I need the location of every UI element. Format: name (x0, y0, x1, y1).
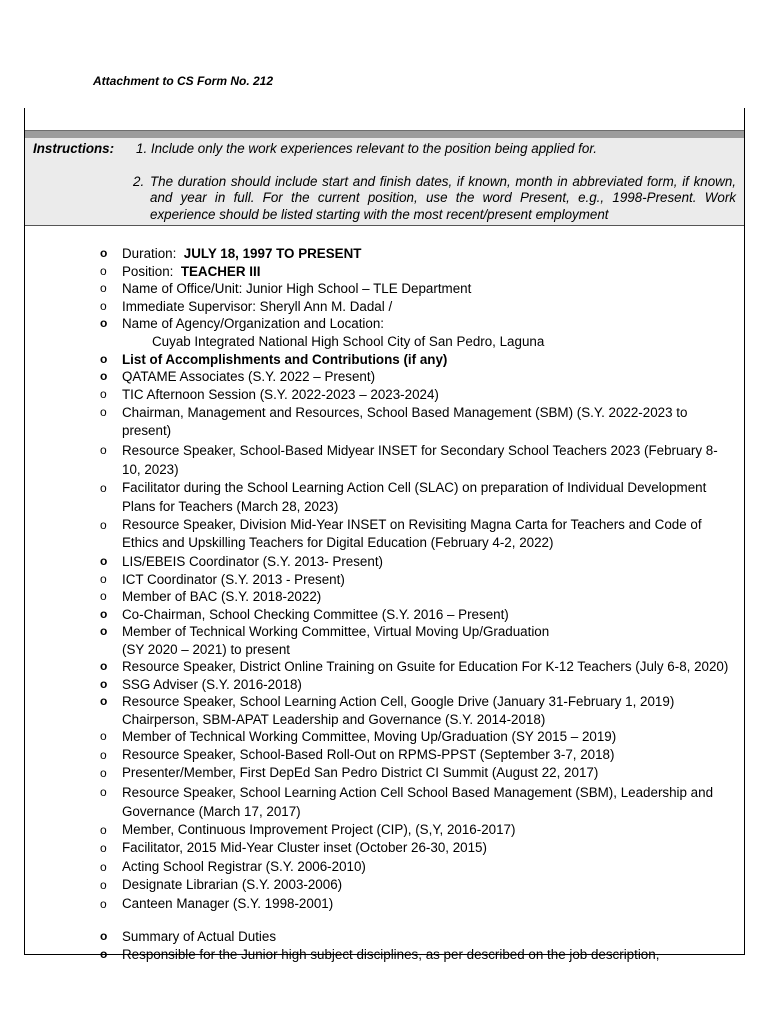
bullet-icon: o (100, 589, 107, 603)
list-item (25, 441, 744, 479)
supervisor-text: Immediate Supervisor: Sheryll Ann M. Dadal / (122, 298, 393, 314)
list-item-office (25, 280, 744, 298)
bullet-icon: o (100, 298, 107, 313)
attachment-heading: Attachment to CS Form No. 212 (93, 74, 274, 88)
list-item-duration (25, 245, 744, 263)
bullet-icon: o (100, 929, 108, 943)
list-item (25, 553, 744, 571)
agency-value: Cuyab Integrated National High School City of San Pedro, Laguna (152, 333, 545, 349)
accomplishment-text: Member of Technical Working Committee, Virtual Moving Up/Graduation (122, 624, 550, 639)
accomplishment-text: Resource Speaker, School-Based Roll-Out on RPMS-PPST (September 3-7, 2018) (122, 746, 615, 762)
accomplishment-text: Resource Speaker, School Learning Action Cell, Google Drive (January 31-February 1, 2019) Chairperson, SBM-APAT Leadership and Governance (S.Y. 2014-2018) (122, 694, 675, 727)
bullet-icon: o (100, 281, 107, 295)
accomplishment-text: Chairman, Management and Resources, School Based Management (SBM) (S.Y. 2022-2023 to present) (122, 405, 688, 438)
bullet-icon: o (100, 554, 108, 568)
list-item (25, 728, 744, 746)
office-text: Name of Office/Unit: Junior High School – TLE Department (122, 281, 472, 296)
list-item-supervisor (25, 298, 744, 316)
accomplishment-text: TIC Afternoon Session (S.Y. 2022-2023 – 2023-2024) (122, 386, 439, 402)
bullet-icon: o (100, 946, 108, 961)
accomplishment-text: Member of BAC (S.Y. 2018-2022) (122, 589, 322, 604)
instruction-item-1: 1. Include only the work experiences relevant to the position being applied for. (136, 141, 598, 156)
bullet-icon: o (100, 405, 107, 419)
accomplishment-text: Acting School Registrar (S.Y. 2006-2010) (122, 858, 366, 874)
duration-label: Duration: (122, 246, 177, 261)
list-item (25, 764, 744, 783)
agency-label: Name of Agency/Organization and Location: (122, 316, 385, 331)
bullet-icon: o (100, 351, 108, 366)
accomplishment-text: Designate Librarian (S.Y. 2003-2006) (122, 877, 343, 892)
accomplishment-text: Member of Technical Working Committee, Moving Up/Graduation (SY 2015 – 2019) (122, 729, 617, 744)
experience-list (25, 245, 744, 963)
list-item-summary (25, 928, 744, 946)
bullet-icon: o (100, 369, 108, 383)
twc-continuation-text: (SY 2020 – 2021) to present (122, 641, 290, 657)
bullet-icon: o (100, 784, 107, 799)
list-item-agency (25, 315, 744, 333)
work-experience-box (24, 108, 745, 962)
list-item (25, 839, 744, 858)
list-item (25, 783, 744, 821)
summary-label: Summary of Actual Duties (122, 929, 277, 944)
accomplishment-text: Resource Speaker, Division Mid-Year INSET on Revisiting Magna Carta for Teachers and Code of Ethics and Upskilling Teachers for Digital Education (February 4-2, 2022) (122, 517, 702, 550)
list-item (25, 368, 744, 386)
accomplishment-text: Resource Speaker, District Online Training on Gsuite for Education For K-12 Teachers (July 6-8, 2020) (122, 659, 729, 674)
bullet-icon: o (100, 822, 107, 837)
bullet-icon: o (100, 659, 108, 673)
bullet-icon: o (100, 606, 108, 621)
accomplishment-text: SSG Adviser (S.Y. 2016-2018) (122, 676, 302, 692)
bullet-icon: o (100, 747, 107, 762)
accomplishment-text: Facilitator, 2015 Mid-Year Cluster inset (October 26-30, 2015) (122, 840, 487, 855)
summary-duty-text: Responsible for the Junior high subject disciplines, as per described on the job description, (122, 946, 660, 962)
list-item (25, 858, 744, 877)
bullet-icon: o (100, 766, 107, 780)
list-item (25, 746, 744, 765)
bullet-icon: o (100, 841, 107, 855)
position-value: TEACHER III (180, 263, 261, 279)
list-item-accomplishments-heading (25, 351, 744, 369)
bullet-icon: o (100, 859, 107, 874)
bullet-icon: o (100, 443, 107, 457)
header-rule (25, 130, 744, 138)
list-item (25, 588, 744, 606)
bullet-icon: o (100, 263, 107, 278)
list-item (25, 404, 744, 439)
bullet-icon: o (100, 316, 108, 330)
bullet-icon: o (100, 694, 108, 708)
bullet-icon: o (100, 481, 107, 495)
accomplishment-text: Presenter/Member, First DepEd San Pedro District CI Summit (August 22, 2017) (122, 765, 599, 780)
list-item (25, 821, 744, 840)
instructions-label: Instructions: (33, 141, 115, 156)
instruction-item-2: The duration should include start and finish dates, if known, month in abbreviated form, if known, and year in full. For the current position, use the word Present, e.g., 1998-Present. Work experience should be listed starting with the most recent/present employment (150, 173, 736, 222)
bullet-icon: o (100, 676, 108, 691)
instructions-panel (25, 138, 744, 226)
list-item (25, 386, 744, 404)
list-item (25, 693, 744, 728)
accomplishment-text: Member, Continuous Improvement Project (CIP), (S,Y, 2016-2017) (122, 821, 516, 837)
bullet-icon: o (100, 896, 107, 911)
position-label: Position: (122, 263, 174, 279)
accomplishment-text: LIS/EBEIS Coordinator (S.Y. 2013- Present) (122, 554, 384, 569)
list-item (25, 623, 744, 641)
accomplishment-text: Resource Speaker, School Learning Action Cell School Based Management (SBM), Leadership and Governance (March 17, 2017) (122, 784, 714, 819)
bullet-icon: o (100, 624, 108, 638)
bullet-icon: o (100, 878, 107, 892)
list-item (25, 516, 744, 552)
bullet-icon: o (100, 571, 107, 586)
accomplishment-text: Facilitator during the School Learning Action Cell (SLAC) on preparation of Individual Development Plans for Teachers (March 28, 2023) (122, 480, 707, 514)
accomplishments-heading: List of Accomplishments and Contributions (if any) (122, 351, 448, 367)
accomplishment-text: Canteen Manager (S.Y. 1998-2001) (122, 895, 334, 911)
instruction-item-2-number: 2. (133, 173, 145, 189)
list-item (25, 606, 744, 624)
duration-value: JULY 18, 1997 TO PRESENT (183, 246, 362, 261)
list-item (25, 676, 744, 694)
list-item (25, 571, 744, 589)
list-item (25, 479, 744, 516)
list-item (25, 895, 744, 914)
accomplishment-text: QATAME Associates (S.Y. 2022 – Present) (122, 369, 376, 384)
list-item-continuation (25, 641, 744, 659)
list-item (25, 876, 744, 895)
list-item-position (25, 263, 744, 281)
accomplishment-text: Co-Chairman, School Checking Committee (S.Y. 2016 – Present) (122, 606, 509, 622)
list-item-summary-duty (25, 946, 744, 964)
bullet-icon: o (100, 386, 107, 401)
bullet-icon: o (100, 246, 108, 260)
bullet-icon: o (100, 518, 107, 532)
accomplishment-text: ICT Coordinator (S.Y. 2013 - Present) (122, 571, 345, 587)
list-item (25, 658, 744, 676)
bullet-icon: o (100, 729, 107, 743)
accomplishment-text: Resource Speaker, School-Based Midyear INSET for Secondary School Teachers 2023 (February 8-10, 2023) (122, 443, 718, 477)
